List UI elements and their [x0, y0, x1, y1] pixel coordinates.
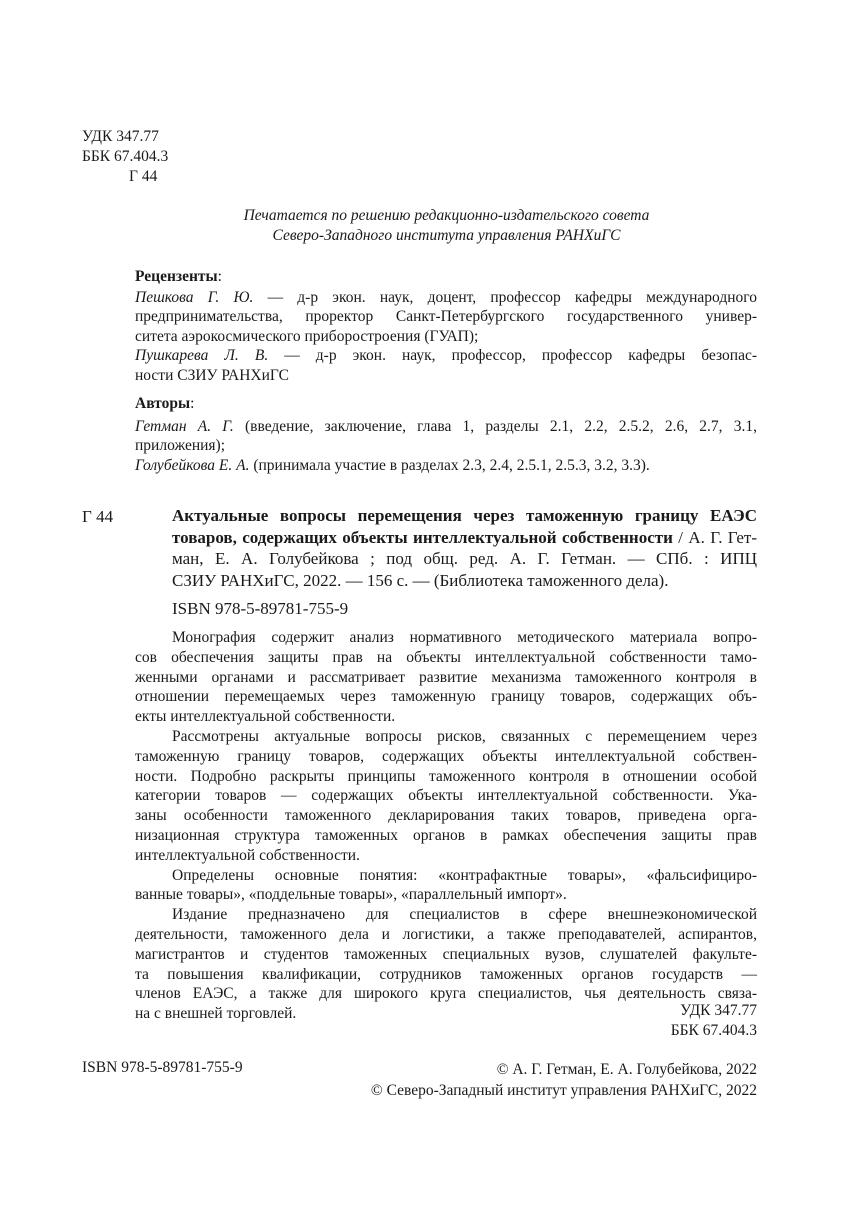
abstract-line: отношении перемещаемых через таможенную границу товаров, содержащих объ- [135, 688, 757, 706]
abstract-line: ванные товары», «поддельные товары», «параллельный импорт». [135, 886, 567, 904]
abstract-line: членов ЕАЭС, а также для широкого круга специалистов, чья деятельность связа- [135, 985, 757, 1003]
abstract-line: екты интеллектуальной собственности. [135, 708, 396, 726]
reviewer-1-line-3: ситета аэрокосмического приборостроения (ГУАП); [135, 327, 479, 345]
reviewers-heading-row [135, 267, 757, 287]
abstract-line: заны особенности таможенного декларирования таких товаров, приведена орга- [135, 807, 757, 825]
abstract-line: Рассмотрены актуальные вопросы рисков, связанных с перемещением через [172, 727, 757, 745]
copyright-authors: © А. Г. Гетман, Е. А. Голубейкова, 2022 [496, 1061, 757, 1078]
abstract-line: женными органами и рассматривает развитие механизма таможенного контроля в [135, 668, 757, 686]
bibliography-authors-start: / А. Г. Гет- [672, 527, 757, 547]
author-1-name: Гетман А. Г. [135, 417, 234, 435]
abstract-line: ности. Подробно раскрыты принципы таможенного контроля в отношении особой [135, 767, 757, 785]
bibliography-title-line-1: Актуальные вопросы перемещения через таможенную границу ЕАЭС [172, 506, 757, 525]
authors-heading-row [135, 394, 757, 414]
footer-udk: УДК 347.77 [680, 1002, 757, 1019]
bibliography-line-4: СЗИУ РАНХиГС, 2022. — 156 с. — (Библиотека таможенного дела). [172, 570, 669, 590]
reviewer-2-line-1 [135, 346, 757, 366]
reviewer-1-line-2: предпринимательства, проректор Санкт-Петербургского государственного универ- [135, 308, 757, 325]
abstract-line: на с внешней торговлей. [135, 1005, 297, 1023]
bibliography-entry [172, 505, 757, 591]
bibliography-line-3: ман, Е. А. Голубейкова ; под общ. ред. А. Г. Гетман. — СПб. : ИПЦ [172, 549, 757, 568]
author-1-line-1 [135, 417, 757, 437]
abstract-line: интеллектуальной собственности. [135, 846, 360, 864]
bbk-code: ББК 67.404.3 [82, 148, 169, 165]
copyright-block [371, 1059, 757, 1101]
abstract-line: низационная структура таможенных органов в рамках обеспечения защиты прав [135, 826, 757, 844]
author-2-name: Голубейкова Е. А. [135, 456, 250, 474]
abstract-line: Монография содержит анализ нормативного методического материала вопро- [172, 629, 757, 646]
footer-isbn: ISBN 978-5-89781-755-9 [82, 1059, 243, 1076]
reviewers-block [135, 267, 757, 385]
bibliography-title-line-2: товаров, содержащих объекты интеллектуальной собственности [172, 527, 673, 547]
bibliography-mark: Г 44 [82, 507, 114, 526]
reviewer-1-text-1: — д-р экон. наук, доцент, профессор кафедры международного [253, 288, 757, 306]
authors-block [135, 394, 757, 475]
abstract-line: Издание предназначено для специалистов в сфере внешнеэкономической [172, 906, 757, 924]
reviewer-2-text-1: — д-р экон. наук, профессор, профессор кафедры безопас- [268, 347, 758, 364]
bibliography-line-2 [172, 527, 757, 549]
reviewers-colon: : [217, 268, 222, 285]
classification-block [82, 127, 168, 187]
footer-classification [671, 1001, 757, 1041]
abstract-paragraph-4 [135, 905, 757, 1024]
reviewer-1-name: Пешкова Г. Ю. [135, 288, 254, 306]
abstract-paragraph-2 [135, 727, 757, 866]
author-1-line-2: приложения); [135, 437, 226, 454]
authors-colon: : [190, 395, 195, 412]
reviewer-2-name: Пушкарева Л. В. [135, 347, 269, 364]
reviewer-1-line-1 [135, 288, 757, 308]
abstract-line: деятельности, таможенного дела и логистики, а также преподавателей, аспирантов, [135, 925, 757, 943]
author-1-text-1: (введение, заключение, глава 1, разделы 2.1, 2.2, 2.5.2, 2.6, 2.7, 3.1, [233, 417, 757, 435]
abstract-line: категории товаров — содержащих объекты интеллектуальной собственности. Ука- [135, 787, 757, 805]
abstract-line: та повышения квалификации, сотрудников таможенных органов государств — [135, 965, 757, 983]
abstract-paragraph-3 [135, 866, 757, 906]
isbn-main: ISBN 978-5-89781-755-9 [172, 599, 349, 618]
author-mark: Г 44 [129, 168, 158, 185]
reviewer-2-line-2: ности СЗИУ РАНХиГС [135, 366, 290, 384]
abstract [135, 628, 757, 1024]
udk-code: УДК 347.77 [82, 128, 159, 145]
author-2-line-1 [135, 456, 757, 476]
abstract-paragraph-1 [135, 628, 757, 727]
copyright-institute: © Северо-Западный институт управления РАНХиГС, 2022 [370, 1082, 757, 1099]
publishing-notice [0, 206, 857, 246]
notice-line-1: Печатается по решению редакционно-издательского совета [243, 207, 650, 224]
abstract-line: таможенную границу товаров, содержащих объекты интеллектуальной собствен- [135, 747, 757, 765]
notice-line-2: Северо-Западного института управления РАНХиГС [272, 227, 621, 244]
abstract-line: сов обеспечения защиты прав на объекты интеллектуальной собственности тамо- [135, 648, 757, 666]
author-2-text-1: (принимала участие в разделах 2.3, 2.4, 2.5.1, 2.5.3, 3.2, 3.3). [249, 456, 650, 474]
authors-heading: Авторы [135, 395, 191, 412]
reviewers-heading: Рецензенты [135, 268, 218, 285]
abstract-line: магистрантов и студентов таможенных специальных вузов, слушателей факульте- [135, 945, 757, 963]
abstract-line: Определены основные понятия: «контрафактные товары», «фальсифициро- [172, 866, 757, 884]
footer-bbk: ББК 67.404.3 [670, 1022, 757, 1039]
